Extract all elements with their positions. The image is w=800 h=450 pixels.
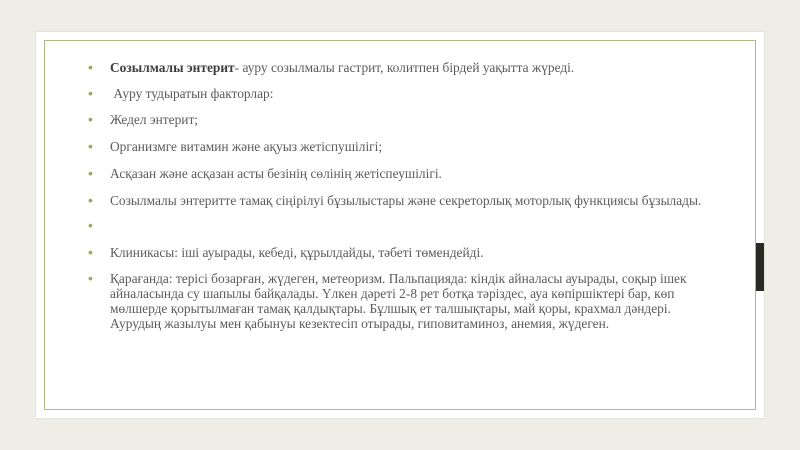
bullet-item [88, 112, 703, 127]
bullet-bold-term: Созылмалы энтерит [110, 60, 235, 75]
bullet-text: - ауру созылмалы гастрит, колитпен бірдей уақытта жүреді. [234, 60, 575, 75]
bullet-item [88, 139, 703, 154]
bullet-item-empty [88, 218, 703, 233]
slide-bullet-list [88, 60, 703, 331]
bullet-text: Ауру тудыратын факторлар: [110, 86, 274, 101]
bullet-item [88, 271, 703, 331]
bullet-item [88, 86, 703, 101]
bullet-item [88, 193, 703, 208]
bullet-text: Созылмалы энтеритте тамақ сіңірілуі бұзылыстары және секреторлық моторлық функциясы бұзылады. [110, 193, 702, 208]
bullet-text: Клиникасы: іші ауырады, кебеді, құрылдайды, тәбеті төмендейді. [110, 245, 484, 260]
bullet-text: Асқазан және асқазан асты безінің сөлінің жетіспеушілігі. [110, 166, 442, 181]
bullet-text: Организмге витамин және ақуыз жетіспушілігі; [110, 139, 383, 154]
slide-accent-bar [756, 243, 764, 291]
bullet-item [88, 245, 703, 260]
bullet-text: Жедел энтерит; [110, 112, 199, 127]
bullet-item [88, 166, 703, 181]
bullet-item [88, 60, 703, 75]
bullet-text: Қарағанда: терісі бозарған, жүдеген, метеоризм. Пальпацияда: кіндік айналасы ауырады, соқыр ішек айналасында су шапылы байқалады. Үлкен дәреті 2-8 рет ботқа тәріздес, ауа көпіршіктері бар, көп мөлшерде қорытылмаған тамақ қалдықтары. Бұлшық ет талшықтары, май қоры, крахмал дәндері. Аурудың жазылуы мен қабынуы кезектесіп отырады, гиповитаминоз, анемия, жүдеген. [110, 271, 687, 331]
